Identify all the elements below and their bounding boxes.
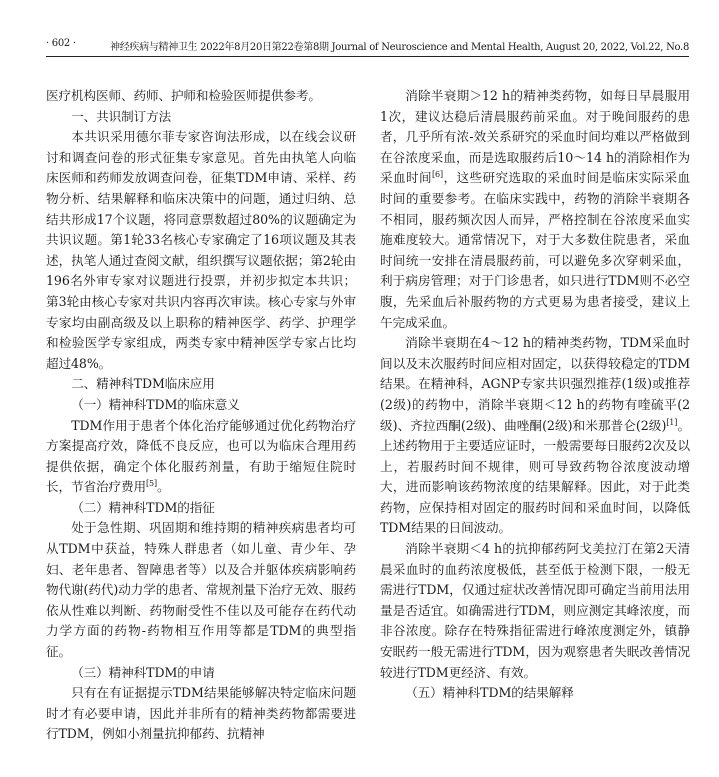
paragraph: [46, 416, 356, 498]
citation: [6]: [432, 170, 444, 180]
paragraph-text: 。上述药物用于主要适应证时，一般需要每日服药2次及以上，若服药时间不规律，则可导致药物谷浓度波动增大，进而影响该药物浓度的结果解释。因此，对于此类药物，应保持相对固定的服药时间和采血时间，以降低TDM结果的日间波动。: [380, 417, 690, 536]
subsection-heading: （三）精神科TDM的申请: [71, 664, 215, 680]
header-rule: [46, 56, 689, 57]
paragraph-text: 消除半衰期在4～12 h的精神类药物，TDM采血时间以及末次服药时间应相对固定，以获得较稳定的TDM结果。在精神科，AGNP专家共识强烈推荐(1级)或推荐(2级)的药物中，消除半衰期＜12 h的药物有喹硫平(2级)、齐拉西酮(2级)、曲唑酮(2级)和米那普仑(2级): [380, 335, 690, 433]
paragraph-text: TDM作用于患者个体化治疗能够通过优化药物治疗方案提高疗效，降低不良反应，也可以为临床合理用药提供依据，确定个体化服药剂量，有助于缩短住院时长，节省治疗费用: [46, 417, 356, 495]
paragraph-text: ，这些研究选取的采血时间是临床实际采血时间的重要参考。在临床实践中，药物的消除半衰期各不相同，服药频次因人而异，严格控制在谷浓度采血实施难度较大。通常情况下，对于大多数住院患者，采血时间统一安排在清晨服药前，可以避免多次穿刺采血，利于病房管理；对于门诊患者，如只进行TDM则不必空腹，先采血后补服药物的方式更易为患者接受，建议上午完成采血。: [380, 170, 690, 330]
paragraph: 处于急性期、巩固期和维持期的精神疾病患者均可从TDM中获益，特殊人群患者（如儿童、青少年、孕妇、老年患者、智障患者等）以及合并躯体疾病影响药物代谢(药代)动力学的患者、常规剂量下治疗无效、服药依从性难以判断、药物耐受性不佳以及可能存在药代动力学方面的药物-药物相互作用等都是TDM的典型指征。: [46, 520, 356, 660]
paragraph-text: 消除半衰期＞12 h的精神类药物，如每日早晨服用1次，建议达稳后清晨服药前采血。对于晚间服药的患者，几乎所有浓-效关系研究的采血时间均难以严格做到在谷浓度采血，而是选取服药后10～14 h的消除相作为采血时间: [380, 88, 690, 186]
paragraph: 本共识采用德尔菲专家咨询法形成，以在线会议研讨和调查问卷的形式征集专家意见。首先由执笔人向临床医师和药师发放调查问卷，征集TDM申请、采样、药物分析、结果解释和临床决策中的问题，通过归纳、总结共形成17个议题，将同意票数超过80%的议题确定为共识议题。第1轮33名核心专家确定了16项议题及其表述，执笔人通过查阅文献，组织撰写议题依据；第2轮由196名外审专家对议题进行投票，并初步拟定本共识；第3轮由核心专家对共识内容再次审读。核心专家与外审专家均由副高级及以上职称的精神医学、药学、护理学和检验医学专家组成，两类专家中精神医学专家占比均超过48%。: [46, 129, 356, 371]
citation: [5]: [145, 479, 157, 489]
right-column: [380, 86, 690, 704]
paragraph: 只有在有证据提示TDM结果能够解决特定临床问题时才有必要申请，因此并非所有的精神类药物都需要进行TDM，例如小剂量抗抑郁药、抗精神: [46, 685, 356, 742]
page-header: [46, 38, 689, 54]
paragraph: 消除半衰期＜4 h的抗抑郁药阿戈美拉汀在第2天清晨采血时的血药浓度极低，甚至低于检测下限，一般无需进行TDM，仅通过症状改善情况即可确定当前用法用量是否适宜。如确需进行TDM，则应测定其峰浓度，而非谷浓度。除存在特殊指征需进行峰浓度测定外，镇静安眠药一般无需进行TDM，因为观察患者失眠改善情况较进行TDM更经济、有效。: [380, 541, 690, 680]
page-number: · 602 ·: [46, 38, 76, 49]
paragraph: [380, 333, 690, 539]
left-column: [46, 86, 356, 745]
subsection-heading: （二）精神科TDM的指征: [71, 499, 215, 515]
section-heading: 二、精神科TDM临床应用: [71, 376, 215, 392]
paragraph-text: 。: [157, 479, 170, 495]
paragraph: 医疗机构医师、药师、护师和检验医师提供参考。: [46, 88, 321, 103]
subsection-heading: （一）精神科TDM的临床意义: [71, 396, 240, 412]
citation: [1]: [666, 417, 678, 427]
journal-running-title: 神经疾病与精神卫生 2022年8月20日第22卷第8期 Journal of Neuroscience and Mental Health, August 20, 2022, Vol.22, No.8: [110, 42, 689, 53]
section-heading: 一、共识制订方法: [71, 108, 172, 124]
subsection-heading: （五）精神科TDM的结果解释: [405, 685, 574, 701]
paragraph: [380, 86, 690, 333]
